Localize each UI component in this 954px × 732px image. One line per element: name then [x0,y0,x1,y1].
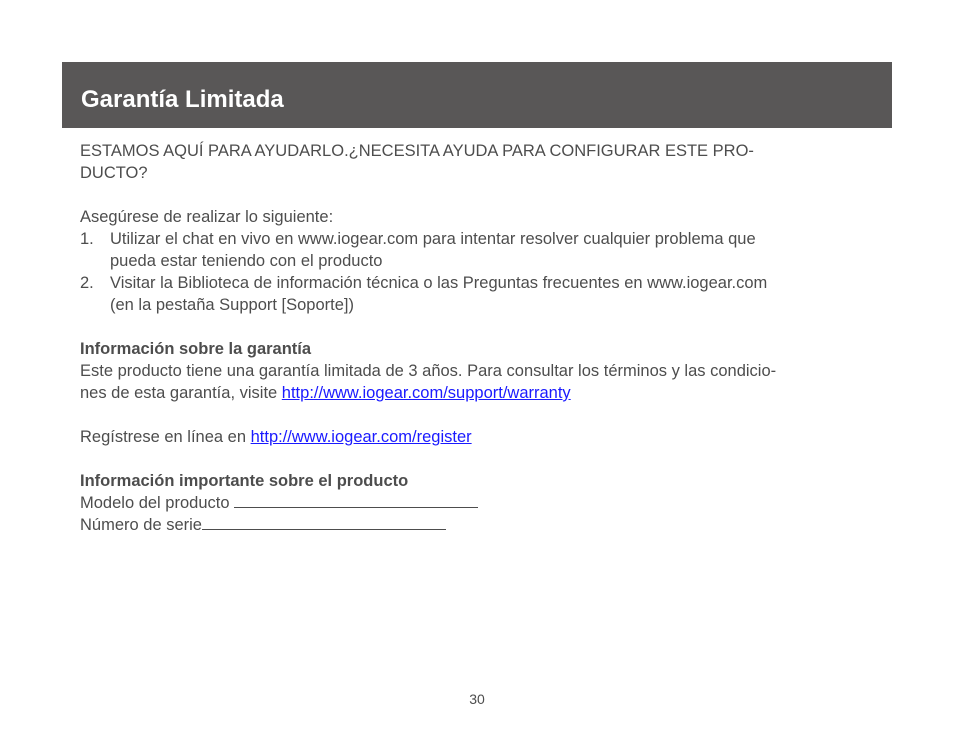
warranty-line-1: Este producto tiene una garantía limitada de 3 años. Para consultar los términos y las condicio- [80,362,777,380]
model-label: Modelo del producto [80,494,235,512]
register-prefix: Regístrese en línea en [80,428,251,446]
warranty-link[interactable]: http://www.iogear.com/support/warranty [281,384,571,402]
intro-line-1: ESTAMOS AQUÍ PARA AYUDARLO.¿NECESITA AYUDA PARA CONFIGURAR ESTE PRO- [80,142,754,160]
list-item-line-2: (en la pestaña Support [Soporte]) [110,296,354,314]
model-blank-line [234,497,478,508]
steps-list [80,228,870,316]
list-item-line-1: Utilizar el chat en vivo en www.iogear.com para intentar resolver cualquier problema que [110,230,756,248]
serial-row [80,514,870,536]
warranty-heading: Información sobre la garantía [80,340,312,358]
product-info-heading: Información importante sobre el producto [80,472,409,490]
list-item-line-2: pueda estar teniendo con el producto [110,252,383,270]
register-link[interactable]: http://www.iogear.com/register [250,428,472,446]
serial-blank-line [202,515,446,530]
model-row [80,492,870,514]
warranty-text [80,360,870,404]
list-number: 1. [80,230,94,248]
list-item-line-1: Visitar la Biblioteca de información técnica o las Preguntas frecuentes en www.iogear.com [110,274,768,292]
list-number: 2. [80,274,94,292]
title-banner [62,62,892,128]
page-number: 30 [469,691,485,707]
register-text [80,426,870,448]
intro-text [80,140,870,184]
page-title: Garantía Limitada [81,86,284,113]
intro-line-2: DUCTO? [80,164,148,182]
list-item [80,228,870,272]
list-item [80,272,870,316]
steps-lead: Asegúrese de realizar lo siguiente: [80,208,334,226]
document-body [80,140,870,536]
warranty-line-2-prefix: nes de esta garantía, visite [80,384,282,402]
serial-label: Número de serie [80,516,202,534]
